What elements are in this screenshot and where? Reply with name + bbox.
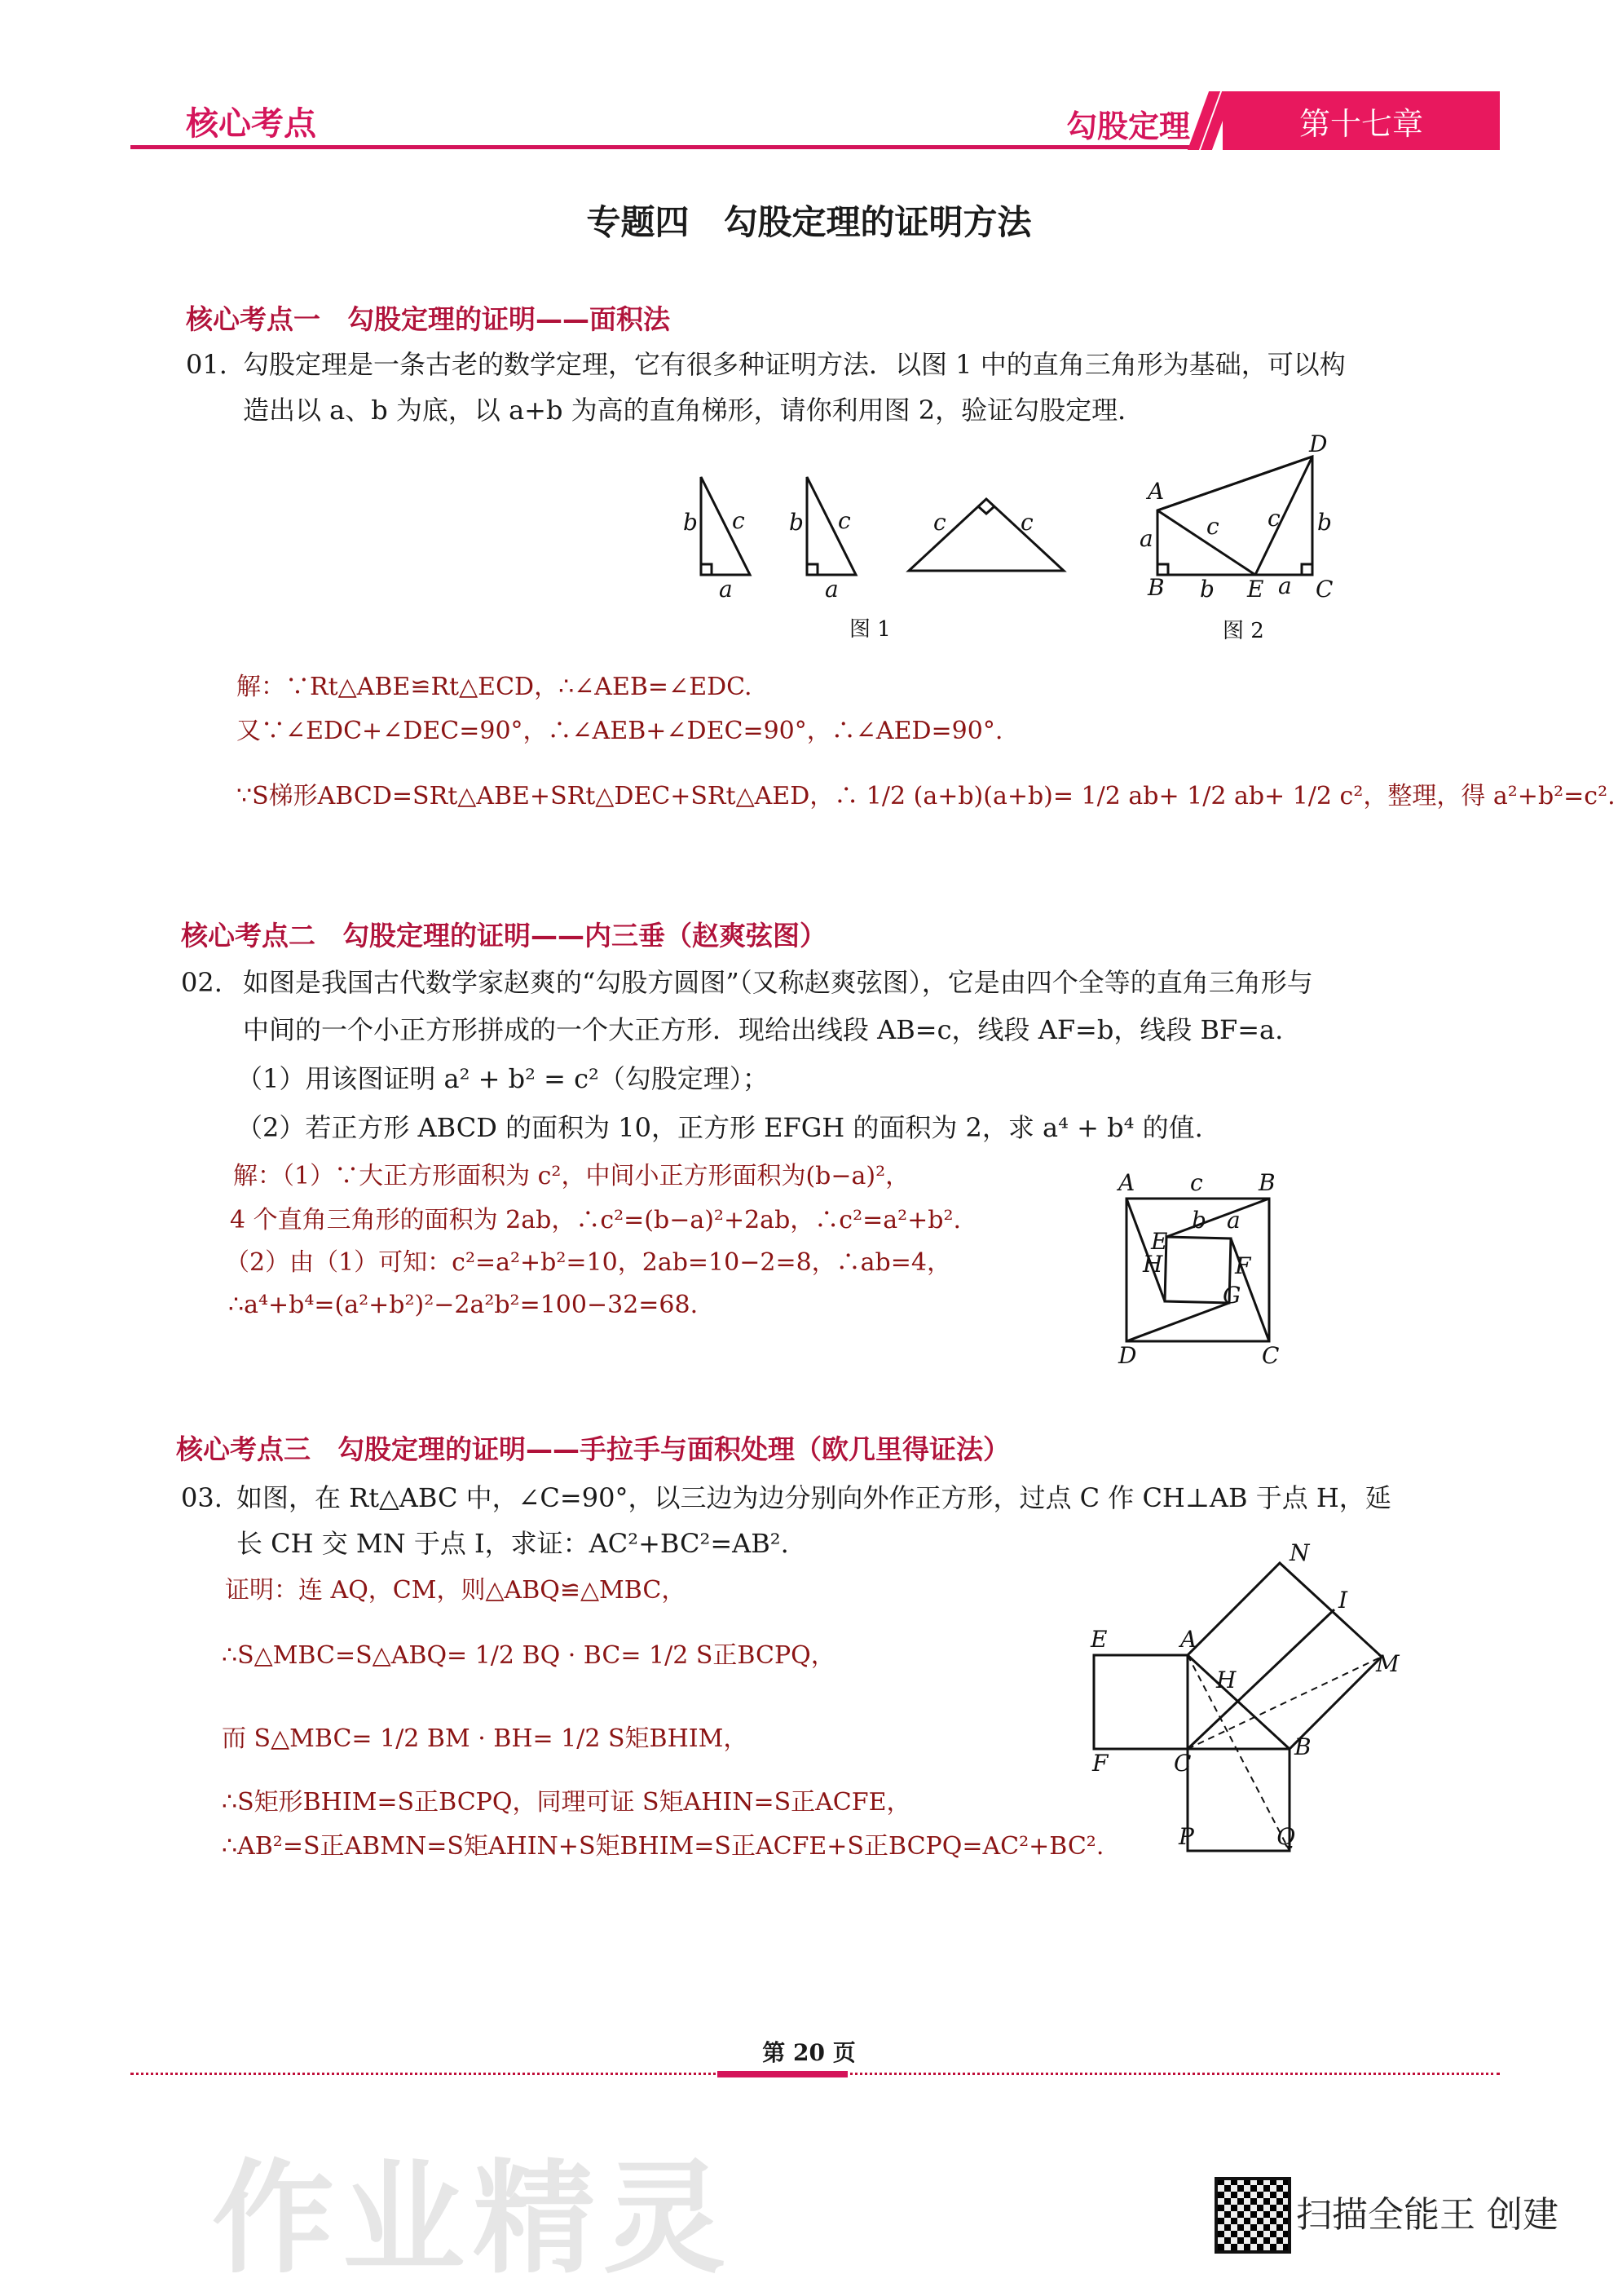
fig-label: E [1247, 576, 1264, 603]
fig-label: b [789, 509, 804, 536]
q1-solution-line1: 解：∵Rt△ABE≌Rt△ECD，∴∠AEB=∠EDC. [236, 673, 752, 701]
fig1-caption: 图 1 [849, 617, 891, 642]
q2-solution-line4: ∴a⁴+b⁴=(a²+b²)²−2a²b²=100−32=68. [228, 1291, 699, 1319]
fig-label: c [1021, 509, 1034, 536]
q3-solution-line5: ∴AB²=S正ABMN=S矩AHIN+S矩BHIM=S正ACFE+S正BCPQ=AC²+BC². [222, 1832, 1104, 1861]
footer-bar [717, 2071, 848, 2077]
fig-label: a [1140, 525, 1153, 552]
fig-label: N [1290, 1539, 1310, 1566]
q3-solution-line4: ∴S矩形BHIM=S正BCPQ，同理可证 S矩AHIN=S正ACFE， [222, 1788, 911, 1817]
q2-solution-line3: （2）由（1）可知：c²=a²+b²=10，2ab=10−2=8，∴ab=4， [225, 1248, 951, 1277]
page-title: 专题四 勾股定理的证明方法 [586, 202, 1032, 242]
fig-label: c [933, 509, 946, 536]
fig-label: B [1148, 574, 1165, 601]
fig-label: E [1151, 1228, 1168, 1255]
fig-label: b [1192, 1207, 1206, 1234]
fig-label: b [1200, 576, 1215, 603]
q1-line2: 造出以 a、b 为底，以 a+b 为高的直角梯形，请你利用图 2，验证勾股定理． [243, 395, 1144, 426]
q3-solution-line2: ∴S△MBC=S△ABQ= 1/2 BQ · BC= 1/2 S正BCPQ， [222, 1641, 835, 1670]
fig2-trapezoid [1157, 457, 1312, 575]
fig-label: D [1118, 1342, 1137, 1369]
fig-label: D [1309, 430, 1328, 457]
fig1-triangle-3 [909, 499, 1064, 571]
q3-solution-line3: 而 S△MBC= 1/2 BM · BH= 1/2 S矩BHIM， [222, 1724, 748, 1753]
q3-line1: 如图，在 Rt△ABC 中，∠C=90°，以三边为边分别向外作正方形，过点 C 作 CH⊥AB 于点 H，延 [236, 1482, 1391, 1513]
header-left: 核心考点 [186, 105, 316, 143]
q1-solution-line3: ∵S梯形ABCD=SRt△ABE+SRt△DEC+SRt△AED，∴ 1/2 (a+b)(a+b)= 1/2 ab+ 1/2 ab+ 1/2 c²，整理，得 a²+b²=c². [236, 782, 1616, 810]
fig-label: B [1259, 1169, 1276, 1196]
fig-label: c [1268, 505, 1281, 532]
q2-part1: （1）用该图证明 a² + b² = c²（勾股定理）； [236, 1063, 769, 1094]
fig-label: c [732, 507, 745, 534]
q1-figures [668, 430, 1369, 652]
q2-solution-line2: 4 个直角三角形的面积为 2ab，∴c²=(b−a)²+2ab，∴c²=a²+b². [230, 1206, 962, 1234]
fig-label: A [1180, 1626, 1197, 1653]
fig-label: C [1316, 576, 1334, 603]
q1-solution-line2: 又∵∠EDC+∠DEC=90°，∴∠AEB+∠DEC=90°，∴∠AED=90°. [236, 717, 1003, 745]
fig-label: F [1092, 1750, 1109, 1777]
fig-label: M [1376, 1650, 1400, 1677]
fig-label: C [1174, 1750, 1192, 1777]
q2-line1: 如图是我国古代数学家赵爽的“勾股方圆图”（又称赵爽弦图），它是由四个全等的直角三角形与 [243, 967, 1313, 998]
q3-solution-line1: 证明：连 AQ，CM，则△ABQ≌△MBC， [225, 1576, 686, 1605]
q2-line2: 中间的一个小正方形拼成的一个大正方形．现给出线段 AB=c，线段 AF=b，线段 BF=a. [243, 1014, 1284, 1045]
q1-number: 01. [186, 349, 227, 380]
q2-number: 02. [181, 967, 223, 998]
section1-heading: 核心考点一 勾股定理的证明——面积法 [186, 303, 670, 335]
zhao-shuang-diagram [1109, 1166, 1304, 1370]
fig-label: E [1091, 1626, 1108, 1653]
section2-heading: 核心考点二 勾股定理的证明——内三垂（赵爽弦图） [181, 920, 827, 952]
fig-label: b [683, 509, 698, 536]
fig-label: H [1216, 1667, 1237, 1693]
euclid-diagram [1076, 1539, 1400, 1859]
fig-label: A [1118, 1169, 1135, 1196]
q1-line1: 勾股定理是一条古老的数学定理，它有很多种证明方法．以图 1 中的直角三角形为基础，可以构 [243, 349, 1346, 380]
fig-label: b [1317, 509, 1332, 536]
fig-label: G [1223, 1282, 1241, 1309]
scanner-credit: 扫描全能王 创建 [1296, 2194, 1558, 2236]
qr-code-icon [1215, 2177, 1291, 2254]
header-subject: 勾股定理 [1066, 108, 1191, 144]
section3-heading: 核心考点三 勾股定理的证明——手拉手与面积处理（欧几里得证法） [176, 1433, 1010, 1465]
fig-label: c [838, 507, 851, 534]
fig2-caption: 图 2 [1223, 619, 1264, 643]
fig-label: F [1235, 1252, 1251, 1279]
chapter-badge: 第十七章 [1223, 91, 1500, 150]
fig-label: I [1338, 1587, 1348, 1614]
q3-number: 03. [181, 1482, 223, 1513]
fig-label: a [1278, 572, 1292, 599]
fig-label: c [1206, 513, 1219, 540]
q2-solution-line1: 解：（1）∵大正方形面积为 c²，中间小正方形面积为(b−a)²， [233, 1162, 910, 1190]
q2-part2: （2）若正方形 ABCD 的面积为 10，正方形 EFGH 的面积为 2，求 a⁴ + b⁴ 的值. [236, 1112, 1203, 1143]
fig-label: Q [1276, 1823, 1295, 1850]
fig-label: H [1143, 1251, 1163, 1278]
header-rule [130, 145, 1190, 149]
q3-line2: 长 CH 交 MN 于点 I，求证：AC²+BC²=AB². [236, 1528, 789, 1559]
page-number: 第 20 页 [762, 2039, 856, 2066]
watermark: 作业精灵 [212, 2148, 734, 2290]
fig-label: C [1262, 1342, 1280, 1369]
fig-label: P [1179, 1823, 1194, 1850]
fig-label: B [1294, 1733, 1312, 1760]
fig-label: a [719, 576, 733, 603]
fig-label: a [825, 576, 839, 603]
fig-label: c [1190, 1169, 1203, 1196]
fig-label: A [1148, 478, 1165, 505]
fig-label: a [1227, 1207, 1241, 1234]
